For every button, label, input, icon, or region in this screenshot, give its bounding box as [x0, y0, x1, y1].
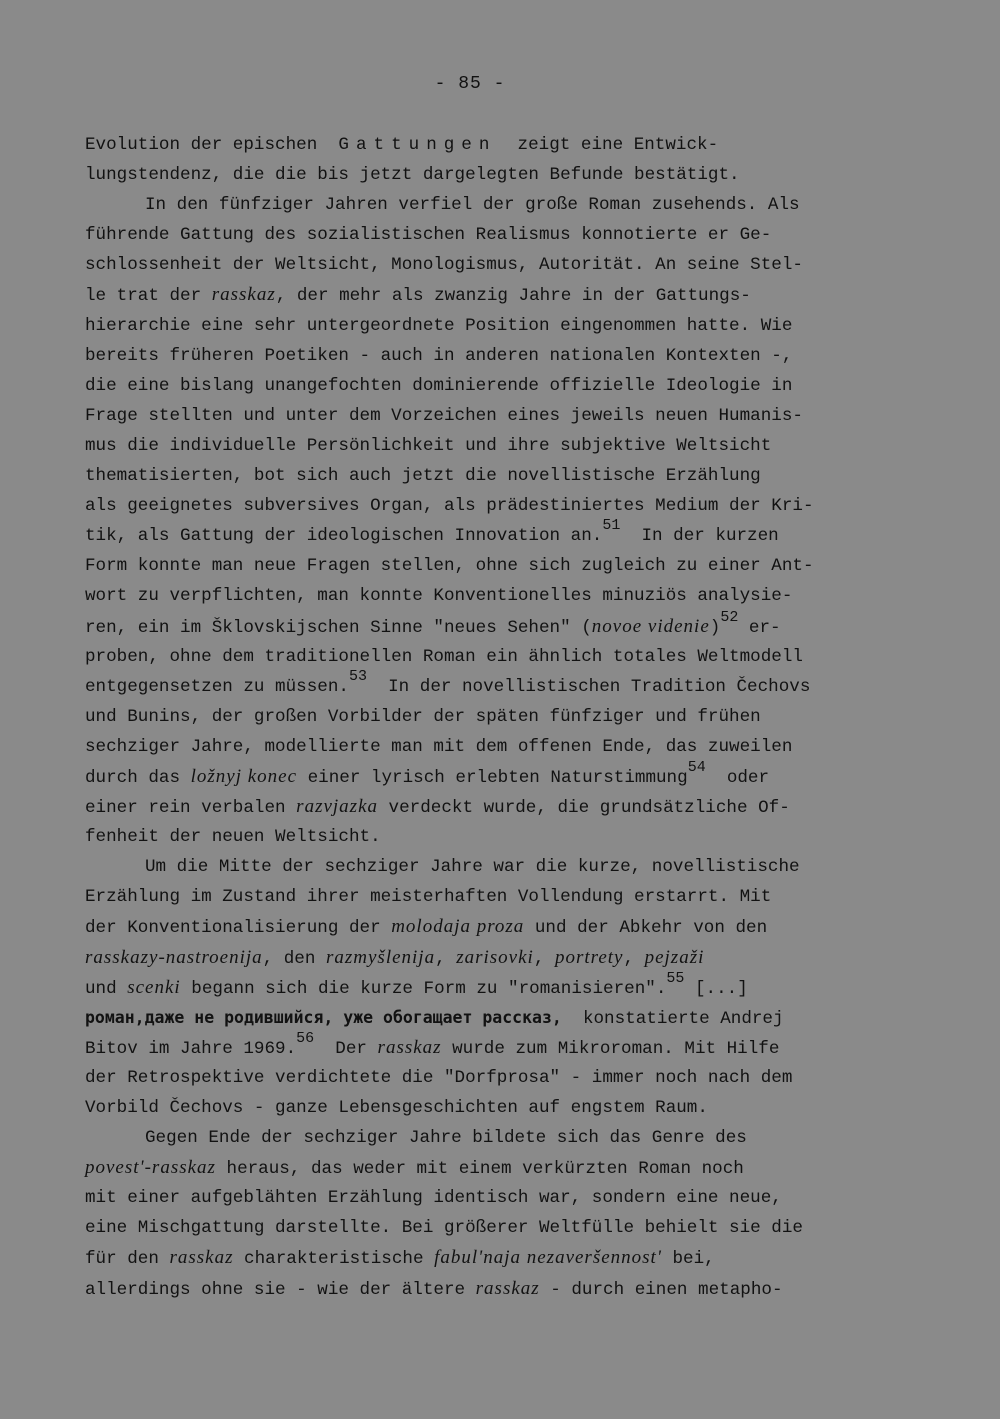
footnote-ref: 52	[720, 608, 739, 626]
text-run: der Konventionalisierung der	[85, 918, 392, 939]
italic-term: zarisovki	[456, 946, 534, 968]
text-run: hierarchie eine sehr untergeordnete Position eingenommen hatte. Wie	[85, 315, 793, 336]
italic-term: razmyšlenija	[325, 946, 436, 968]
italic-term: ložnyj konec	[190, 765, 298, 787]
footnote-ref: 56	[296, 1029, 315, 1047]
text-line	[85, 1063, 915, 1093]
text-line	[85, 912, 915, 942]
text-run: ren, ein im Šklovskijschen Sinne "neues Sehen" (	[85, 617, 592, 638]
text-run: Um die Mitte der sechziger Jahre war die kurze, novellistische	[145, 857, 800, 878]
text-run: Evolution der epischen	[85, 135, 339, 155]
text-line	[85, 491, 915, 521]
text-run: wurde zum Mikroroman. Mit Hilfe	[441, 1038, 780, 1059]
text-run: ,	[533, 948, 555, 969]
text-run: - durch einen metapho-	[539, 1279, 783, 1300]
text-line	[85, 190, 915, 220]
text-line	[85, 702, 915, 732]
text-run: für den	[85, 1249, 170, 1270]
text-line	[85, 608, 915, 642]
text-line	[85, 551, 915, 581]
text-run: entgegensetzen zu müssen.	[85, 676, 349, 697]
text-run: [...]	[684, 978, 748, 999]
text-line	[85, 822, 915, 852]
text-line	[85, 1123, 915, 1153]
text-run: Bitov im Jahre 1969.	[85, 1038, 297, 1059]
text-run: allerdings ohne sie - wie der ältere	[85, 1279, 476, 1300]
text-run: konstatierte Andrej	[561, 1008, 784, 1029]
text-line	[85, 642, 915, 672]
text-line	[85, 969, 915, 1003]
text-line	[85, 461, 915, 491]
italic-term: razvjazka	[296, 796, 378, 818]
page-number: - 85 -	[434, 74, 506, 94]
text-run: zeigt eine Entwick-	[496, 135, 719, 155]
text-line	[85, 1093, 915, 1123]
text-line	[85, 311, 915, 341]
text-run: schlossenheit der Weltsicht, Monologismus, Autorität. An seine Stel-	[85, 255, 803, 276]
text-line	[85, 758, 915, 792]
text-run: Erzählung im Zustand ihrer meisterhaften Vollendung erstarrt. Mit	[85, 887, 772, 908]
text-run: und	[85, 978, 128, 999]
text-line	[85, 1183, 915, 1213]
text-run: und Bunins, der großen Vorbilder der späten fünfziger und frühen	[85, 706, 761, 727]
text-line	[85, 943, 915, 973]
text-run: mus die individuelle Persönlichkeit und ihre subjektive Weltsicht	[85, 435, 772, 456]
text-line	[85, 1003, 915, 1033]
text-line	[85, 371, 915, 401]
italic-term: fabul'naja nezaveršennost'	[434, 1247, 662, 1269]
spaced-term: Gattungen	[338, 135, 497, 155]
text-run: bereits früheren Poetiken - auch in anderen nationalen Kontexten -,	[85, 345, 793, 366]
italic-term: rasskaz	[169, 1247, 234, 1269]
text-line	[85, 1029, 915, 1063]
text-run: verdeckt wurde, die grundsätzliche Of-	[378, 798, 790, 819]
text-line	[85, 1153, 915, 1183]
text-run: die eine bislang unangefochten dominierende offizielle Ideologie in	[85, 375, 793, 396]
text-run: tik, als Gattung der ideologischen Innovation an.	[85, 526, 603, 547]
text-run: der Retrospektive verdichtete die "Dorfprosa" - immer noch nach dem	[85, 1067, 793, 1088]
italic-term: rasskaz	[377, 1036, 442, 1058]
text-run: Vorbild Čechovs - ganze Lebensgeschichten auf engstem Raum.	[85, 1098, 708, 1118]
italic-term: rasskaz	[211, 284, 276, 306]
text-run: Frage stellten und unter dem Vorzeichen eines jeweils neuen Humanis-	[85, 405, 803, 426]
text-run: )	[709, 617, 721, 638]
footnote-ref: 53	[348, 667, 367, 685]
italic-term: molodaja proza	[391, 916, 525, 938]
italic-term: rasskazy-nastroenija	[85, 946, 263, 968]
italic-term: rasskaz	[475, 1277, 540, 1299]
text-run: fenheit der neuen Weltsicht.	[85, 827, 381, 848]
text-run: einer rein verbalen	[85, 798, 297, 819]
text-line	[85, 1213, 915, 1243]
text-line	[85, 792, 915, 822]
text-line	[85, 581, 915, 611]
text-run: , den	[262, 948, 326, 969]
text-run: eine Mischgattung darstellte. Bei größerer Weltfülle behielt sie die	[85, 1218, 803, 1239]
text-line	[85, 882, 915, 912]
text-line	[85, 1274, 915, 1304]
text-run: Gegen Ende der sechziger Jahre bildete sich das Genre des	[145, 1128, 747, 1149]
text-run: le trat der	[85, 286, 212, 307]
text-line	[85, 341, 915, 371]
italic-term: scenki	[127, 976, 181, 998]
text-line	[85, 220, 915, 250]
text-run: wort zu verpflichten, man konnte Konventionelles minuziös analysie-	[85, 586, 793, 607]
text-line	[85, 250, 915, 280]
italic-term: novoe videnie	[591, 615, 710, 637]
text-run: heraus, das weder mit einem verkürzten Roman noch	[215, 1159, 744, 1180]
text-run: bei,	[661, 1249, 715, 1270]
text-line	[85, 401, 915, 431]
text-run: er-	[738, 617, 781, 638]
text-run: durch das	[85, 767, 191, 788]
text-run: charakteristische	[233, 1249, 435, 1270]
footnote-ref: 54	[687, 758, 706, 776]
text-run: In der novellistischen Tradition Čechovs	[366, 676, 811, 697]
text-line	[85, 517, 915, 551]
text-line	[85, 1243, 915, 1273]
text-line	[85, 852, 915, 882]
text-run: thematisierten, bot sich auch jetzt die novellistische Erzählung	[85, 466, 761, 487]
text-run: einer lyrisch erlebten Naturstimmung	[297, 767, 688, 788]
text-run: In den fünfziger Jahren verfiel der große Roman zusehends. Als	[145, 195, 800, 216]
text-line	[85, 160, 915, 190]
text-line	[85, 130, 915, 160]
text-line	[85, 732, 915, 762]
text-run: mit einer aufgeblähten Erzählung identisch war, sondern eine neue,	[85, 1188, 782, 1209]
footnote-ref: 51	[602, 517, 621, 535]
text-run: ,	[623, 948, 645, 969]
text-run: In der kurzen	[620, 526, 779, 547]
italic-term: povest'-rasskaz	[85, 1157, 216, 1179]
text-line	[85, 280, 915, 310]
text-run: lungstendenz, die die bis jetzt dargelegten Befunde bestätigt.	[85, 165, 740, 186]
text-run: als geeignetes subversives Organ, als prädestiniertes Medium der Kri-	[85, 496, 814, 517]
text-line	[85, 667, 915, 702]
footnote-ref: 55	[666, 969, 685, 987]
text-run: sechziger Jahre, modellierte man mit dem offenen Ende, das zuweilen	[85, 736, 793, 757]
text-run: und der Abkehr von den	[524, 918, 768, 939]
text-run: , der mehr als zwanzig Jahre in der Gattungs-	[275, 286, 751, 307]
text-run: begann sich die kurze Form zu "romanisieren".	[180, 978, 667, 999]
text-line	[85, 431, 915, 461]
text-run: oder	[705, 767, 770, 788]
text-run: Der	[314, 1038, 378, 1059]
italic-term: pejzaži	[644, 946, 705, 968]
italic-term: portrety	[554, 946, 624, 968]
text-run: führende Gattung des sozialistischen Realismus konnotierte er Ge-	[85, 225, 772, 246]
text-run: proben, ohne dem traditionellen Roman ein ähnlich totales Weltmodell	[85, 646, 803, 667]
text-run: Form konnte man neue Fragen stellen, ohne sich zugleich zu einer Ant-	[85, 556, 814, 577]
cyrillic-quote: роман,даже не родившийся, уже обогащает рассказ,	[85, 1007, 562, 1027]
text-run: ,	[435, 948, 457, 969]
body-text	[85, 130, 915, 1304]
